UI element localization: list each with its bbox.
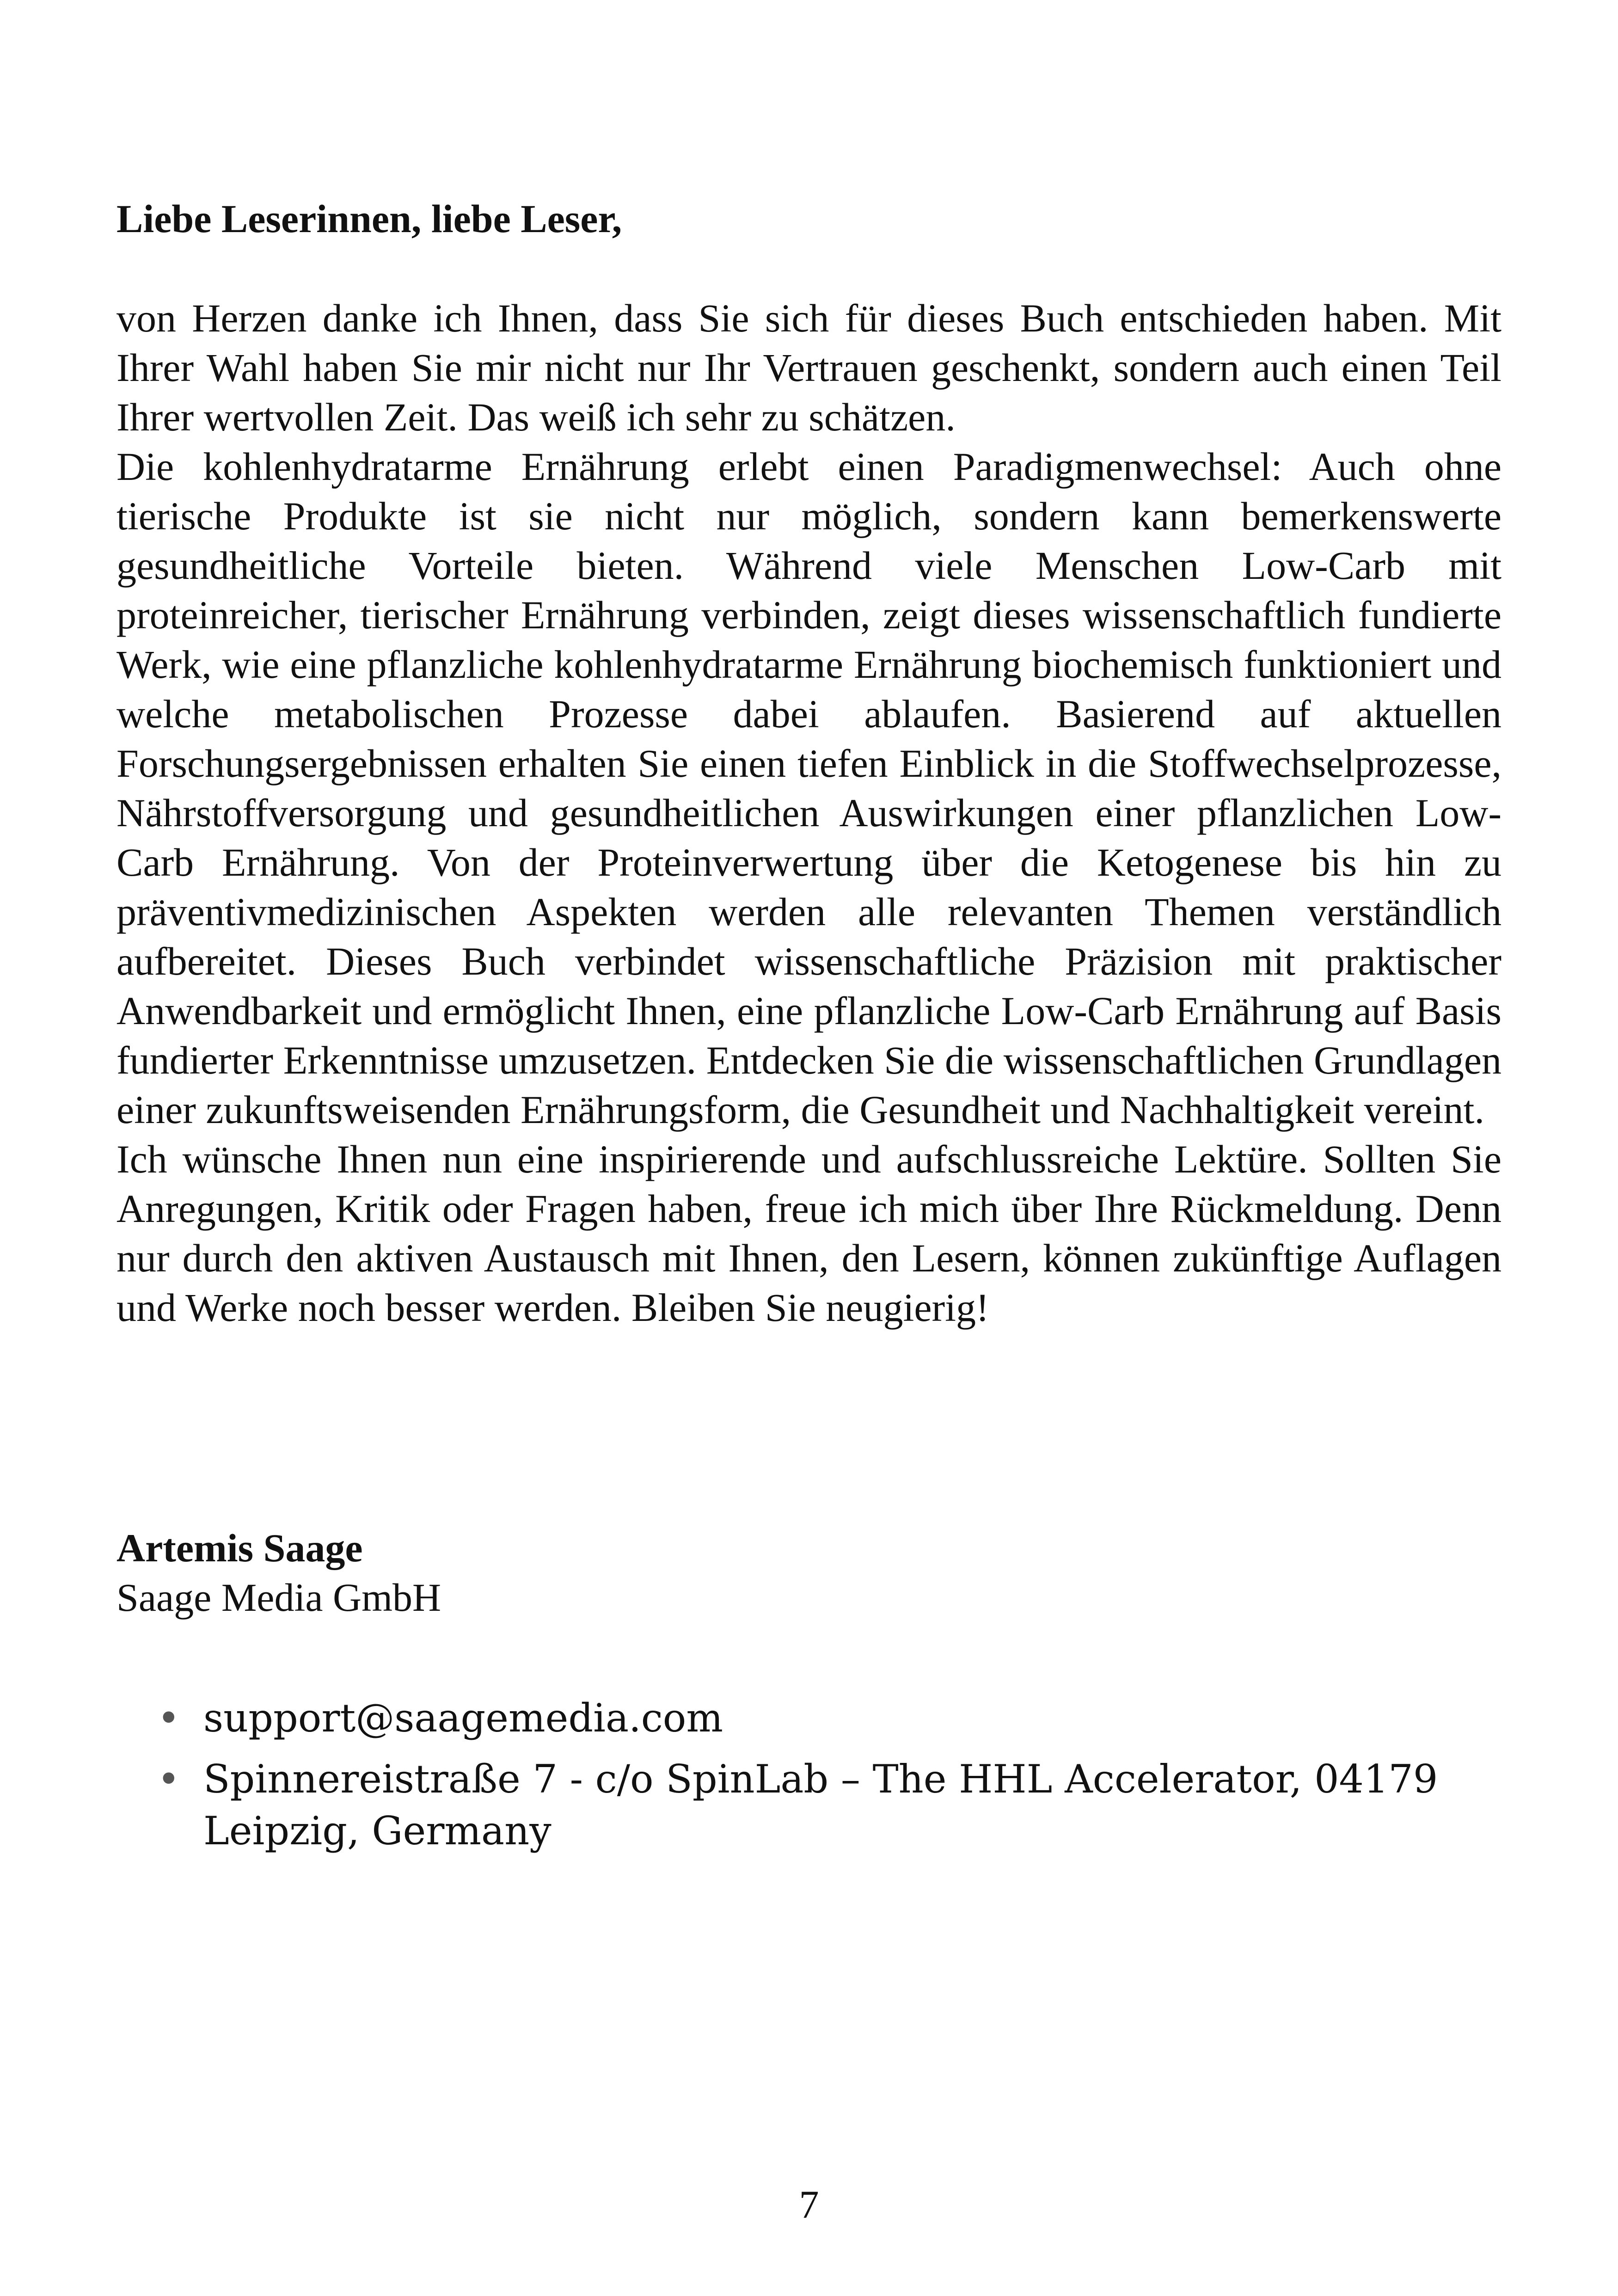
bullet-icon: • — [157, 1695, 180, 1741]
contact-list — [157, 1692, 1452, 1866]
contact-email-item — [157, 1692, 1452, 1744]
company-name: Saage Media GmbH — [116, 1575, 441, 1620]
contact-address-item — [157, 1753, 1452, 1857]
paragraph-book-description: Die kohlenhydratarme Ernährung erlebt einen Paradigmenwechsel: Auch ohne tierische Produkte ist sie nicht nur möglich, sondern kann bemerkenswerte gesundheitliche Vorteile bieten. Während viele Menschen Low-Carb mit proteinreicher, tierischer Ernährung verbinden, zeigt dieses wissenschaftlich fundierte Werk, wie eine pflanzliche kohlenhydratarme Ernährung biochemisch funktioniert und welche metabolischen Prozesse dabei ablaufen. Basierend auf aktuellen Forschungsergebnissen erhalten Sie einen tiefen Einblick in die Stoffwechselprozesse, Nährstoffversorgung und gesundheitlichen Auswirkungen einer pflanzlichen Low-Carb Ernährung. Von der Proteinverwertung über die Ketogenese bis hin zu präventivmedizinischen Aspekten werden alle relevanten Themen verständlich aufbereitet. Dieses Buch verbindet wissenschaftliche Präzision mit praktischer Anwendbarkeit und ermöglicht Ihnen, eine pflanzliche Low-Carb Ernährung auf Basis fundierter Erkenntnisse umzusetzen. Entdecken Sie die wissenschaftlichen Grundlagen einer zukunftsweisenden Ernährungsform, die Gesundheit und Nachhaltigkeit vereint. — [116, 444, 1502, 1132]
page-number: 7 — [799, 2182, 819, 2227]
signature-block — [116, 1523, 1502, 1622]
letter-body — [116, 294, 1502, 1332]
contact-address: Spinnereistraße 7 - c/o SpinLab – The HHL Accelerator, 04179 Leipzig, Germany — [203, 1756, 1438, 1854]
author-name: Artemis Saage — [116, 1526, 363, 1570]
paragraph-thanks: von Herzen danke ich Ihnen, dass Sie sich für dieses Buch entschieden haben. Mit Ihrer Wahl haben Sie mir nicht nur Ihr Vertrauen geschenkt, sondern auch einen Teil Ihrer wertvollen Zeit. Das weiß ich sehr zu schätzen. — [116, 296, 1502, 439]
bullet-icon: • — [157, 1756, 180, 1802]
contact-email[interactable]: support@saagemedia.com — [203, 1695, 723, 1741]
paragraph-closing-wishes: Ich wünsche Ihnen nun eine inspirierende und aufschlussreiche Lektüre. Sollten Sie Anregungen, Kritik oder Fragen haben, freue ich mich über Ihre Rückmeldung. Denn nur durch den aktiven Austausch mit Ihnen, den Lesern, können zukünftige Auflagen und Werke noch besser werden. Bleiben Sie neugierig! — [116, 1137, 1502, 1330]
letter-greeting: Liebe Leserinnen, liebe Leser, — [116, 196, 622, 241]
